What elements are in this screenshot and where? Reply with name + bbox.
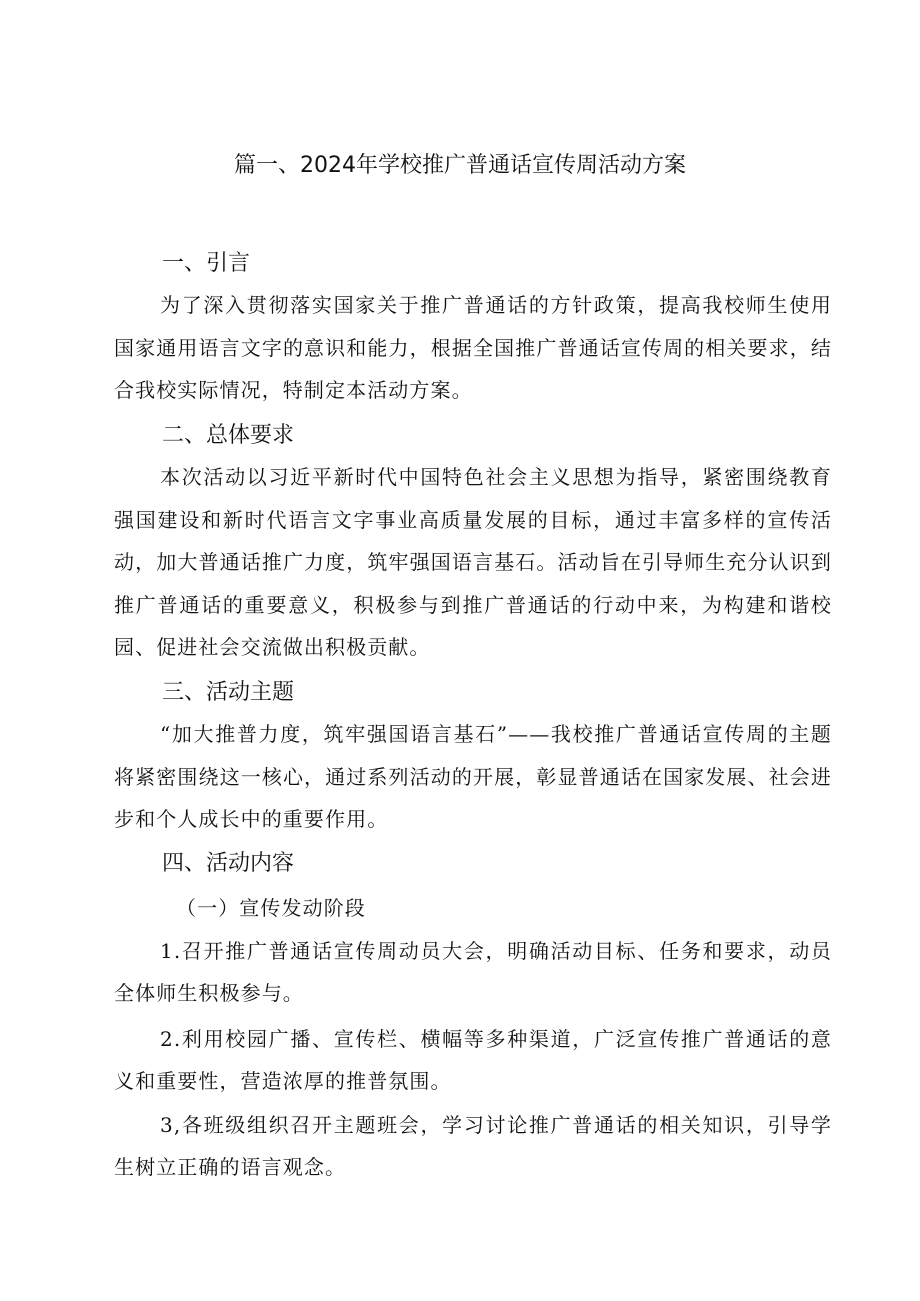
section-paragraph-introduction: 为了深入贯彻落实国家关于推广普通话的方针政策，提高我校师生使用国家通用语言文字的意识和能力，根据全国推广普通话宣传周的相关要求，结合我校实际情况，特制定本活动方案。 — [114, 293, 832, 402]
section-paragraph-activity-theme: “加大推普力度，筑牢强国语言基石”——我校推广普通话宣传周的主题将紧密围绕这一核心，通过系列活动的开展，彰显普通话在国家发展、社会进步和个人成长中的重要作用。 — [114, 722, 832, 831]
section-heading-activity-content: 四、活动内容 — [162, 851, 295, 876]
subsection-heading-publicity-stage: （一）宣传发动阶段 — [176, 896, 366, 920]
list-item-campus-publicity: 2.利用校园广播、宣传栏、横幅等多种渠道，广泛宣传推广普通话的意义和重要性，营造浓厚的推普氛围。 — [114, 1027, 832, 1093]
section-heading-general-requirements: 二、总体要求 — [162, 423, 295, 448]
list-item-mobilization-meeting: 1.召开推广普通话宣传周动员大会，明确活动目标、任务和要求，动员全体师生积极参与。 — [114, 939, 832, 1005]
section-heading-activity-theme: 三、活动主题 — [162, 680, 295, 705]
list-item-class-meetings: 3,各班级组织召开主题班会，学习讨论推广普通话的相关知识，引导学生树立正确的语言观念。 — [114, 1113, 832, 1179]
document-title: 篇一、2024年学校推广普通话宣传周活动方案 — [234, 153, 686, 178]
section-paragraph-general-requirements: 本次活动以习近平新时代中国特色社会主义思想为指导，紧密围绕教育强国建设和新时代语言文字事业高质量发展的目标，通过丰富多样的宣传活动，加大普通话推广力度，筑牢强国语言基石。活动旨在引导师生充分认识到推广普通话的重要意义，积极参与到推广普通话的行动中来，为构建和谐校园、促进社会交流做出积极贡献。 — [114, 465, 832, 659]
section-heading-introduction: 一、引言 — [162, 251, 251, 276]
